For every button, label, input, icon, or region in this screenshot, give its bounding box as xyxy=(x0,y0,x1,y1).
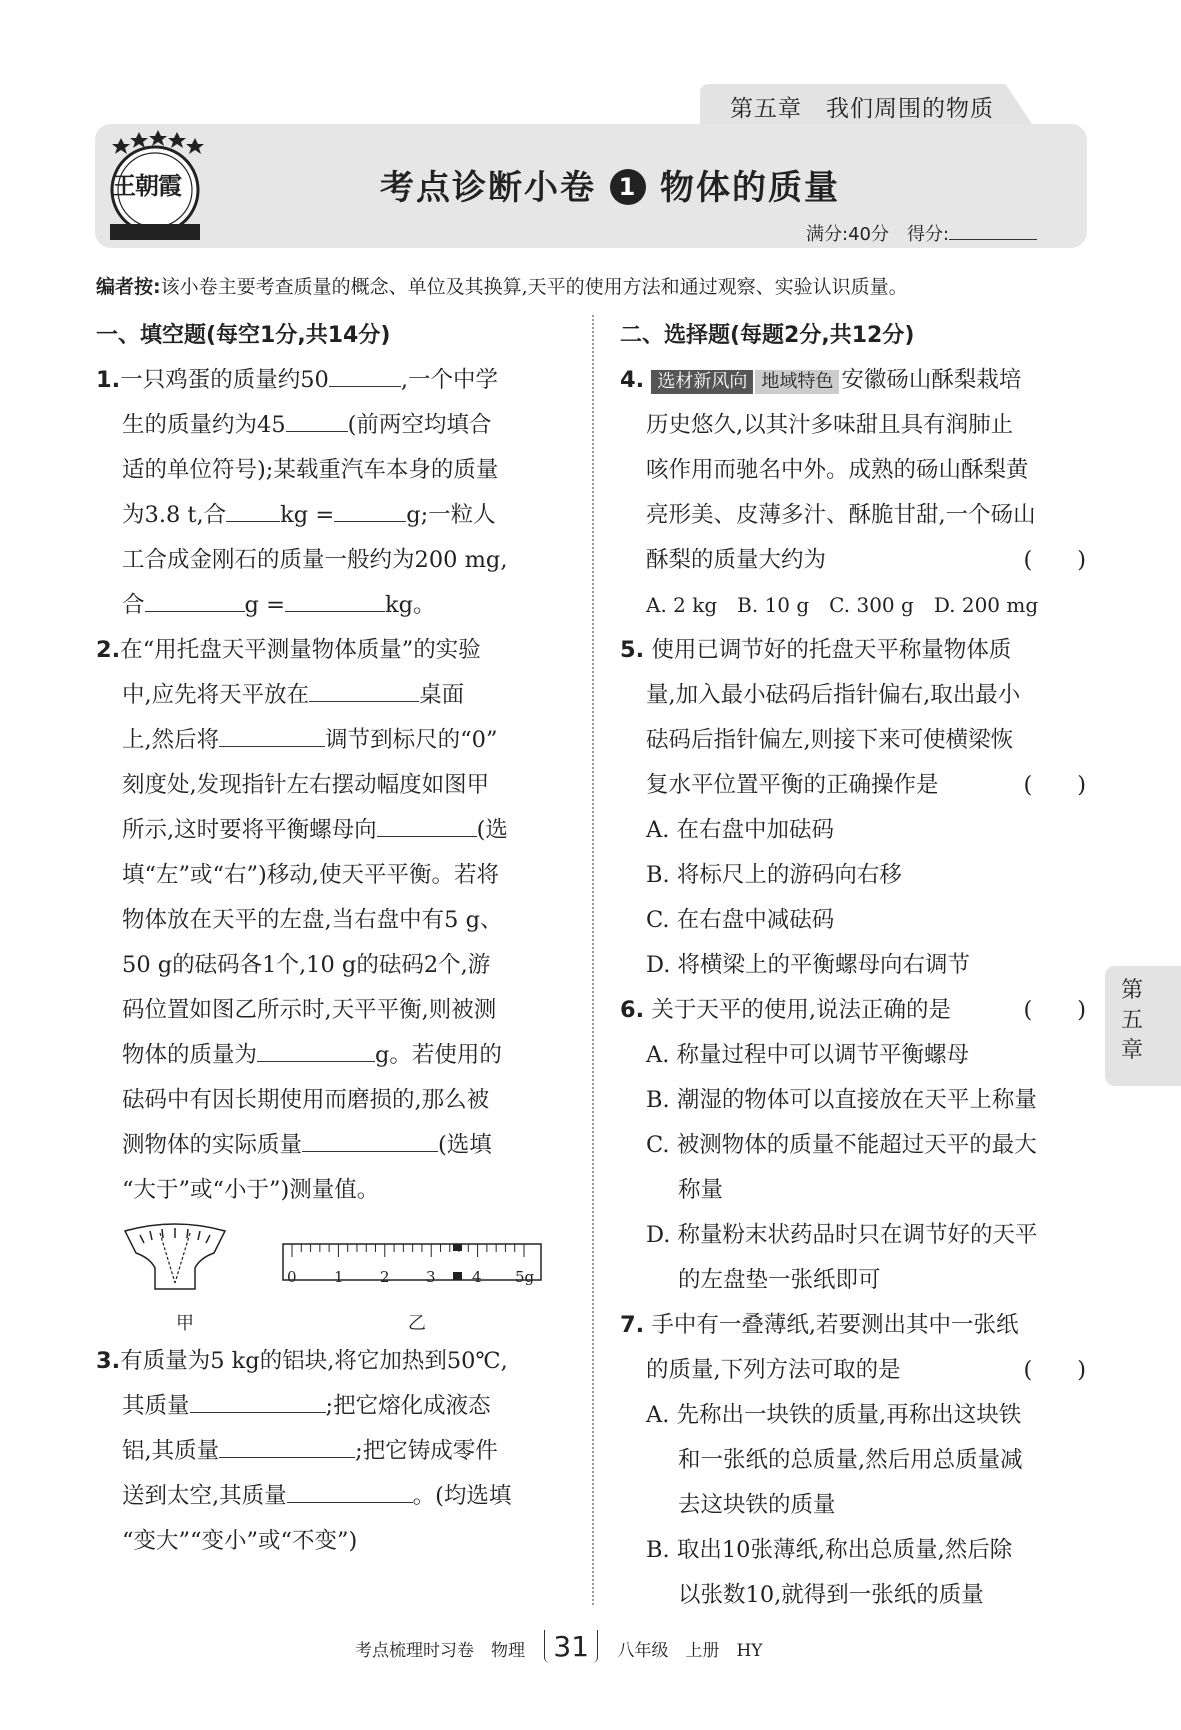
tick-label: 1 xyxy=(334,1268,344,1286)
tick-label: 5g xyxy=(515,1268,535,1286)
answer-blank[interactable] xyxy=(219,728,325,747)
q3-text: ;把它铸成零件 xyxy=(355,1438,498,1464)
answer-blank[interactable] xyxy=(309,683,419,702)
option-d[interactable]: D. 将横梁上的平衡螺母向右调节 xyxy=(646,952,971,978)
q1-number: 1. xyxy=(96,367,121,393)
q2-text: 物体放在天平的左盘,当右盘中有5 g、 xyxy=(122,907,503,933)
option-a[interactable]: A. 称量过程中可以调节平衡螺母 xyxy=(646,1042,970,1068)
q7-text: 的质量,下列方法可取的是 xyxy=(646,1357,901,1383)
q2-figures xyxy=(96,1213,566,1333)
tick-label: 0 xyxy=(287,1268,297,1286)
q1-text: 生的质量约为45 xyxy=(122,412,286,438)
answer-blank[interactable] xyxy=(257,1043,375,1062)
section-choice-title: 二、选择题(每题2分,共12分) xyxy=(620,323,915,348)
figure-a-label: 甲 xyxy=(176,1313,194,1334)
tick-label: 2 xyxy=(380,1268,390,1286)
q1-text: 适的单位符号);某载重汽车本身的质量 xyxy=(122,457,499,483)
option-a[interactable]: A. 先称出一块铁的质量,再称出这块铁 xyxy=(646,1402,1022,1428)
q4-text: 咳作用而驰名中外。成熟的砀山酥梨黄 xyxy=(646,457,1029,483)
option-a-cont[interactable]: 去这块铁的质量 xyxy=(678,1492,836,1518)
q1-text: kg = xyxy=(280,502,335,528)
title-number-badge: 1 xyxy=(610,169,646,205)
answer-paren[interactable]: ( ) xyxy=(1023,547,1086,573)
q3-text: “变大”“变小”或“不变”) xyxy=(122,1528,358,1554)
logo-text: 王朝霞 xyxy=(112,171,181,200)
editor-note xyxy=(96,272,1096,299)
editor-note-label: 编者按: xyxy=(96,276,161,298)
q5-text: 量,加入最小砝码后指针偏右,取出最小 xyxy=(646,682,1021,708)
answer-paren[interactable]: ( ) xyxy=(1023,997,1086,1023)
page-title xyxy=(380,160,840,209)
answer-blank[interactable] xyxy=(329,368,401,387)
answer-blank[interactable] xyxy=(302,1133,438,1152)
q7-number: 7. xyxy=(620,1312,645,1338)
q1-text: kg。 xyxy=(384,592,436,618)
q2-text: 测物体的实际质量 xyxy=(122,1132,303,1158)
question-2 xyxy=(96,628,566,1333)
q4-text: 酥梨的质量大约为 xyxy=(646,547,827,573)
q1-text: ,一个中学 xyxy=(400,367,498,393)
side-tab-char: 第 xyxy=(1120,978,1143,1003)
right-column xyxy=(620,318,1090,1618)
figure-b-label: 乙 xyxy=(408,1313,426,1334)
q3-text: 。(均选填 xyxy=(412,1483,512,1509)
score-label: 满分:40分 得分: xyxy=(806,224,950,245)
q2-text: 码位置如图乙所示时,天平平衡,则被测 xyxy=(122,997,497,1023)
answer-paren[interactable]: ( ) xyxy=(1023,772,1086,798)
option-b[interactable]: B. 将标尺上的游码向右移 xyxy=(646,862,902,888)
q5-text: 使用已调节好的托盘天平称量物体质 xyxy=(651,637,1012,663)
answer-blank[interactable] xyxy=(145,593,245,612)
option-d[interactable]: D. 称量粉末状药品时只在调节好的天平 xyxy=(646,1222,1038,1248)
tick-label: 4 xyxy=(472,1268,482,1286)
q1-text: g;一粒人 xyxy=(406,502,496,528)
option-b[interactable]: B. 取出10张薄纸,称出总质量,然后除 xyxy=(646,1537,1013,1563)
answer-blank[interactable] xyxy=(219,1439,355,1458)
score-line xyxy=(806,220,1037,246)
q3-text: 送到太空,其质量 xyxy=(122,1483,287,1509)
score-blank xyxy=(949,223,1037,240)
page-number-box xyxy=(544,1630,598,1663)
q4-number: 4. xyxy=(620,367,645,393)
q2-text: 物体的质量为 xyxy=(122,1042,258,1068)
answer-blank[interactable] xyxy=(190,1394,326,1413)
balance-pointer-figure xyxy=(120,1223,230,1293)
option-b[interactable]: B. 潮湿的物体可以直接放在天平上称量 xyxy=(646,1087,1037,1113)
chapter-title: 第五章 我们周围的物质 xyxy=(730,96,994,122)
q4-options: A. 2 kg B. 10 g C. 300 g D. 200 mg xyxy=(646,593,1039,617)
answer-blank[interactable] xyxy=(226,503,280,522)
q3-text: 其质量 xyxy=(122,1393,190,1419)
q4-text: 亮形美、皮薄多汁、酥脆甘甜,一个砀山 xyxy=(646,502,1036,528)
q2-text: g。若使用的 xyxy=(375,1042,502,1068)
answer-blank[interactable] xyxy=(287,1484,413,1503)
rider-scale-labels xyxy=(282,1255,544,1286)
side-tab-char: 五 xyxy=(1120,1008,1143,1033)
q7-text: 手中有一叠薄纸,若要测出其中一张纸 xyxy=(651,1312,1019,1338)
option-b-cont[interactable]: 以张数10,就得到一张纸的质量 xyxy=(678,1582,984,1608)
option-c[interactable]: C. 在右盘中减砝码 xyxy=(646,907,835,933)
option-c-cont[interactable]: 称量 xyxy=(678,1177,724,1203)
q6-number: 6. xyxy=(620,997,645,1023)
q5-text: 砝码后指针偏左,则接下来可使横梁恢 xyxy=(646,727,1014,753)
q1-text: 一只鸡蛋的质量约50 xyxy=(120,367,329,393)
q2-text: (选 xyxy=(476,817,508,843)
q1-text: 为3.8 t,合 xyxy=(122,502,227,528)
chapter-side-label xyxy=(1112,976,1152,1066)
q2-text: 所示,这时要将平衡螺母向 xyxy=(122,817,377,843)
option-d-cont[interactable]: 的左盘垫一张纸即可 xyxy=(678,1267,881,1293)
q5-text: 复水平位置平衡的正确操作是 xyxy=(646,772,939,798)
question-6 xyxy=(620,988,1090,1303)
question-1 xyxy=(96,358,566,628)
q2-text: 填“左”或“右”)移动,使天平平衡。若将 xyxy=(122,862,499,888)
option-a-cont[interactable]: 和一张纸的总质量,然后用总质量减 xyxy=(678,1447,1023,1473)
answer-blank[interactable] xyxy=(334,503,406,522)
q3-number: 3. xyxy=(96,1348,121,1374)
question-5 xyxy=(620,628,1090,988)
q4-text: 安徽砀山酥梨栽培 xyxy=(841,367,1022,393)
q2-text: (选填 xyxy=(438,1132,492,1158)
q2-text: 50 g的砝码各1个,10 g的砝码2个,游 xyxy=(122,952,491,978)
question-4 xyxy=(620,358,1090,628)
q2-text: 砝码中有因长期使用而磨损的,那么被 xyxy=(122,1087,490,1113)
page-footer xyxy=(355,1630,763,1663)
answer-blank[interactable] xyxy=(285,593,385,612)
page-number: 31 xyxy=(553,1630,590,1663)
q1-text: 工合成金刚石的质量一般约为200 mg, xyxy=(122,547,508,573)
question-3 xyxy=(96,1339,566,1564)
option-a[interactable]: A. 在右盘中加砝码 xyxy=(646,817,835,843)
option-c[interactable]: C. 被测物体的质量不能超过天平的最大 xyxy=(646,1132,1037,1158)
left-column xyxy=(96,318,566,1564)
q1-text: (前两空均填合 xyxy=(347,412,492,438)
q2-text: “大于”或“小于”)测量值。 xyxy=(122,1177,380,1203)
question-7 xyxy=(620,1303,1090,1618)
q3-text: 铝,其质量 xyxy=(122,1438,220,1464)
editor-note-text: 该小卷主要考查质量的概念、单位及其换算,天平的使用方法和通过观察、实验认识质量。 xyxy=(160,276,908,298)
q3-text: ;把它熔化成液态 xyxy=(325,1393,491,1419)
q2-text: 中,应先将天平放在 xyxy=(122,682,310,708)
q3-text: 有质量为5 kg的铝块,将它加热到50℃, xyxy=(120,1348,508,1374)
footer-left: 考点梳理时习卷 物理 xyxy=(355,1641,525,1661)
q2-text: 在“用托盘天平测量物体质量”的实验 xyxy=(120,637,481,663)
side-tab-char: 章 xyxy=(1120,1038,1143,1063)
title-right: 物体的质量 xyxy=(660,168,840,208)
q2-text: 刻度处,发现指针左右摆动幅度如图甲 xyxy=(122,772,490,798)
answer-paren[interactable]: ( ) xyxy=(1023,1357,1086,1383)
tick-label: 3 xyxy=(426,1268,436,1286)
q2-number: 2. xyxy=(96,637,121,663)
answer-blank[interactable] xyxy=(377,818,477,837)
q6-text: 关于天平的使用,说法正确的是 xyxy=(651,997,952,1023)
q4-text: 历史悠久,以其汁多味甜且具有润肺止 xyxy=(646,412,1014,438)
answer-blank[interactable] xyxy=(286,413,348,432)
q2-text: 调节到标尺的“0” xyxy=(325,727,498,753)
q5-number: 5. xyxy=(620,637,645,663)
tag-new-material: 选材新风向 xyxy=(651,370,753,394)
q1-text: 合 xyxy=(122,592,145,618)
column-divider xyxy=(592,315,594,1605)
q2-text: 桌面 xyxy=(419,682,465,708)
title-left: 考点诊断小卷 xyxy=(380,168,596,208)
q1-text: g = xyxy=(244,592,285,618)
section-fill-blank-title: 一、填空题(每空1分,共14分) xyxy=(96,323,391,348)
footer-right: 八年级 上册 HY xyxy=(617,1641,763,1661)
tag-regional: 地域特色 xyxy=(755,370,839,394)
q2-text: 上,然后将 xyxy=(122,727,220,753)
